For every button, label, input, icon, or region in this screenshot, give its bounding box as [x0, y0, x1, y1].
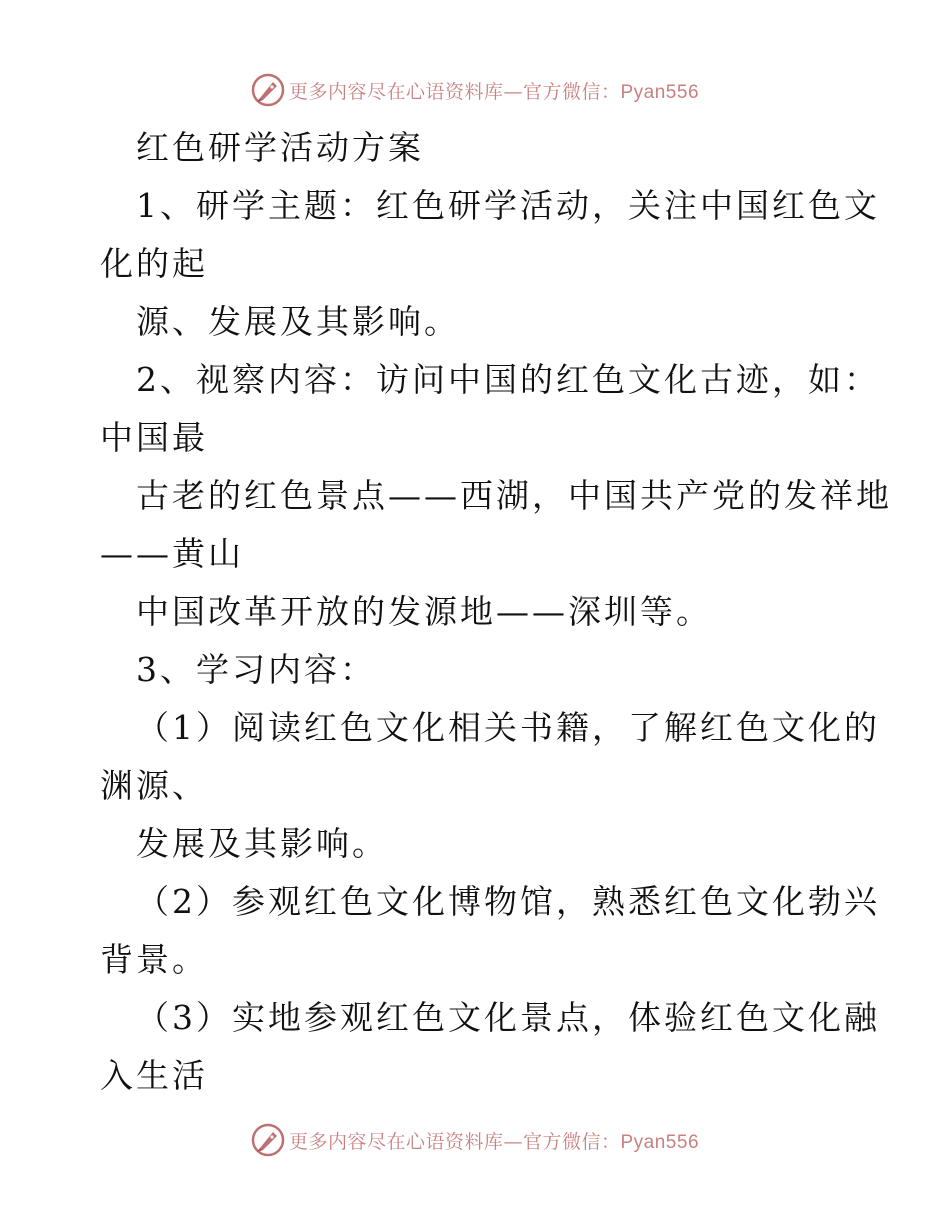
text-line: 渊源、 — [100, 766, 208, 805]
banner-text: 更多内容尽在心语资料库—官方微信：Pyan556 — [288, 1130, 700, 1153]
text-line: 入生活 — [100, 1056, 208, 1095]
text-line: 古老的红色景点——西湖，中国共产党的发祥地 — [136, 476, 892, 515]
text-line: 发展及其影响。 — [136, 824, 388, 863]
text-line: 中国最 — [100, 418, 208, 457]
wechat-id: Pyan556 — [620, 1131, 700, 1153]
footer-banner — [0, 1120, 950, 1160]
wechat-id: Pyan556 — [620, 81, 700, 103]
text-line: 3、学习内容： — [136, 650, 376, 689]
banner-text: 更多内容尽在心语资料库—官方微信：Pyan556 — [288, 80, 700, 103]
text-line: （1）阅读红色文化相关书籍，了解红色文化的 — [136, 708, 880, 747]
header-banner — [0, 70, 950, 110]
text-line: 源、发展及其影响。 — [136, 302, 460, 341]
text-line: （2）参观红色文化博物馆，熟悉红色文化勃兴 — [136, 882, 880, 921]
pen-nib-logo-icon — [251, 1123, 285, 1157]
pen-nib-logo-icon — [251, 73, 285, 107]
text-line: 1、研学主题：红色研学活动，关注中国红色文 — [136, 186, 880, 225]
text-line: ——黄山 — [100, 534, 244, 573]
text-line: 2、视察内容：访问中国的红色文化古迹，如： — [136, 360, 880, 399]
text-line: 背景。 — [100, 940, 208, 979]
document-title: 红色研学活动方案 — [136, 128, 424, 167]
text-line: 化的起 — [100, 244, 208, 283]
text-line: 中国改革开放的发源地——深圳等。 — [136, 592, 712, 631]
text-line: （3）实地参观红色文化景点，体验红色文化融 — [136, 998, 880, 1037]
